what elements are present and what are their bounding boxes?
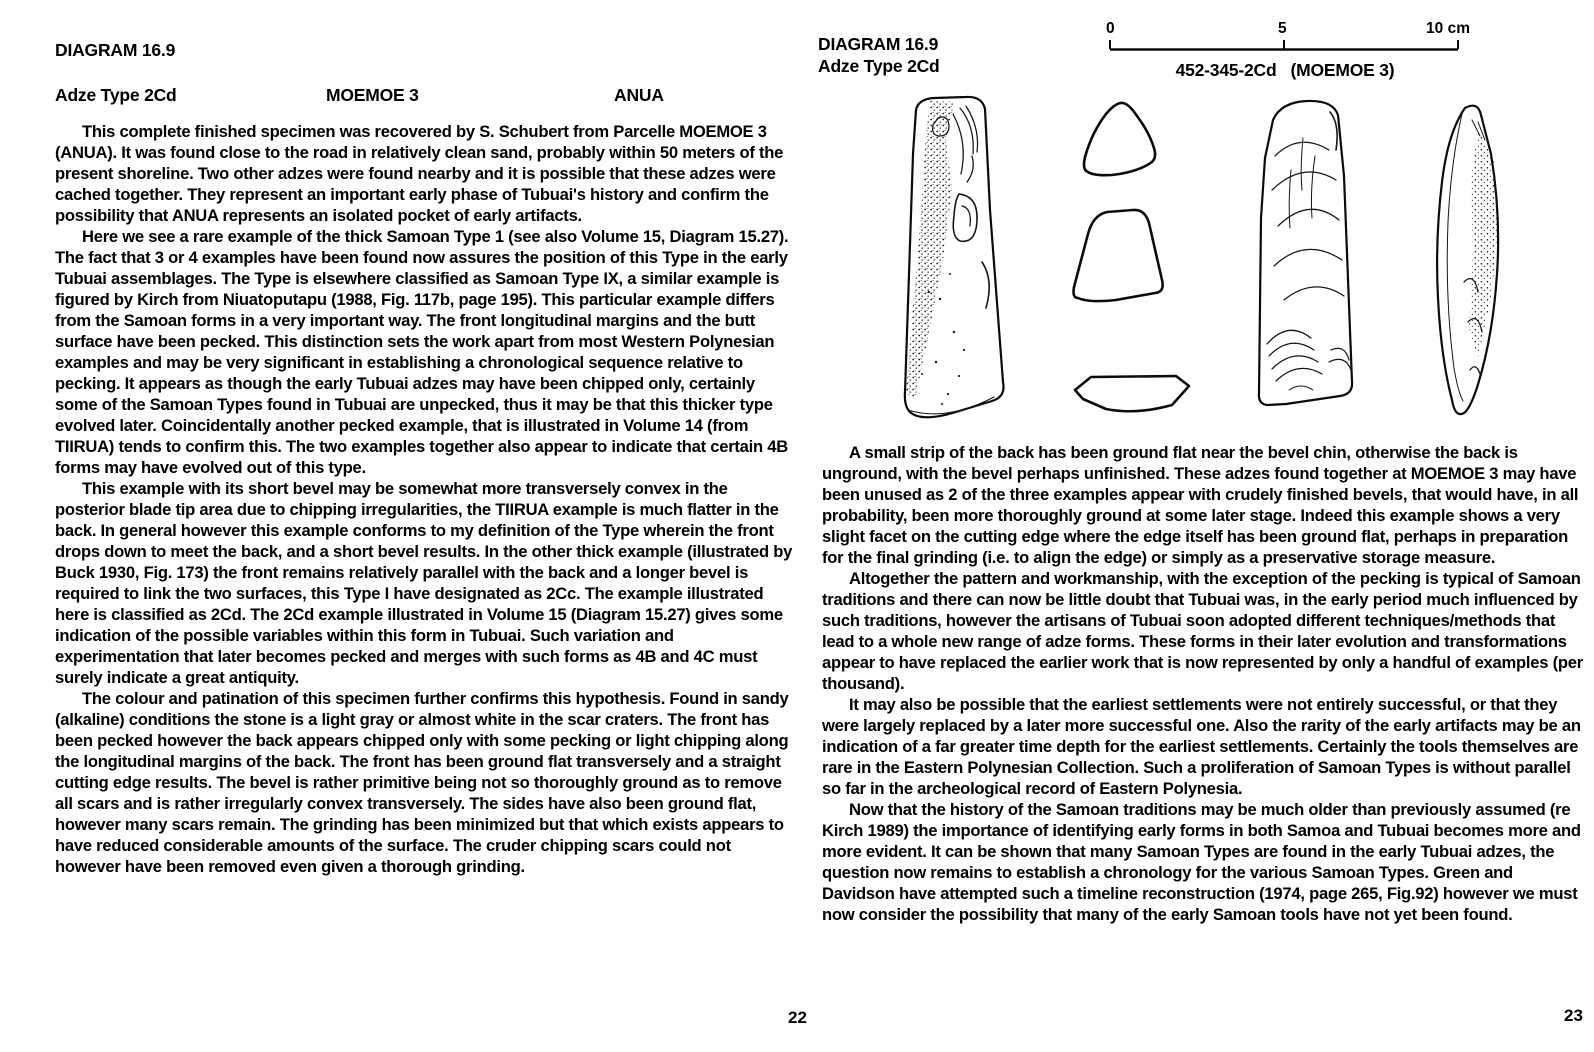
- scale-tick-10-label: 10 cm: [1426, 20, 1470, 37]
- right-body-text: [822, 442, 1588, 925]
- paragraph: A small strip of the back has been ground flat near the bevel chin, otherwise the back is unground, with the bevel perhaps unfinished. These adzes found together at MOEMOE 3 may have been unused as 2 of the three examples appear with crudely finished bevels, that would have, in all probability, been more thoroughly ground at some later stage. Indeed this example shows a very slight facet on the cutting edge where the edge itself has been ground flat, perhaps in preparation for the final grinding (i.e. to align the edge) or simply as a preservative storage measure.: [822, 443, 1579, 567]
- right-diagram-sublabel: Adze Type 2Cd: [818, 56, 940, 76]
- paragraph: This complete finished specimen was recovered by S. Schubert from Parcelle MOEMOE 3 (ANUA). It was found close to the road in relatively clean sand, probably within 50 meters of the present shoreline. Two other adzes were found nearby and it is possible that these adzes were cached together. They represent an important early phase of Tubuai's history and confirm the possibility that ANUA represents an isolated pocket of early artifacts.: [55, 122, 784, 225]
- paragraph: It may also be possible that the earliest settlements were not entirely successful, or that they were largely replaced by a later more successful one. Also the rarity of the early artifacts may be an indication of a far greater time depth for the earliest settlements. Certainly the tools themselves are rare in the Eastern Polynesian Collection. Such a proliferation of Samoan Types is without parallel so far in the archeological record of Eastern Polynesia.: [822, 695, 1581, 798]
- column-header-adze-type: Adze Type 2Cd: [55, 85, 177, 105]
- scale-tick-5-label: 5: [1278, 20, 1287, 37]
- left-body-text: [55, 121, 793, 877]
- figure-caption: 452-345-2Cd (MOEMOE 3): [1175, 60, 1395, 80]
- adze-side-profile-drawing: [1420, 100, 1522, 424]
- paragraph: Here we see a rare example of the thick Samoan Type 1 (see also Volume 15, Diagram 15.27). The fact that 3 or 4 examples have been found now assures the position of this Type in the early Tubuai assemblages. The Type is elsewhere classified as Samoan Type IX, a similar example is figured by Kirch from Niuatoputapu (1988, Fig. 117b, page 195). This particular example differs from the Samoan forms in a very important way. The front longitudinal margins and the butt surface have been pecked. This distinction sets the work apart from most Western Polynesian examples and may be very significant in establishing a chronological sequence relative to pecking. It appears as though the early Tubuai adzes may have been chipped only, certainly some of the Samoan Types found in Tubuai are unpecked, thus it may be that this thicker type evolved later. Coincidentally another pecked example, that is illustrated in Volume 14 (from TIIRUA) tends to confirm this. The two examples together also appear to indicate that certain 4B forms may have evolved out of this type.: [55, 227, 789, 477]
- left-page-number: 22: [788, 1008, 807, 1027]
- paragraph: Altogether the pattern and workmanship, with the exception of the pecking is typical of Samoan traditions and there can now be little doubt that Tubuai was, in the early period much influenced by such traditions, however the artisans of Tubuai soon adopted different techniques/methods that lead to a whole new range of adze forms. These forms in their later evolution and transformations appear to have replaced the earlier work that is now represented by only a handful of examples (per thousand).: [822, 569, 1583, 693]
- paragraph: The colour and patination of this specimen further confirms this hypothesis. Found in sandy (alkaline) conditions the stone is a light gray or almost white in the scar craters. The front has been pecked however the back appears chipped only with some pecking or light chipping along the longitudinal margins of the back. The front has been ground flat transversely and a straight cutting edge results. The bevel is rather primitive being not so thoroughly ground as to remove all scars and is rather irregularly convex transversely. The sides have also been ground flat, however many scars remain. The grinding has been minimized but that which exists appears to have reduced considerable amounts of the surface. The cruder chipping scars could not however have been removed even given a thorough grinding.: [55, 689, 789, 876]
- paragraph: Now that the history of the Samoan traditions may be much older than previously assumed (re Kirch 1989) the importance of identifying early forms in both Samoa and Tubuai becomes more and more evident. It can be shown that many Samoan Types are found in the early Tubuai adzes, the question now remains to establish a chronology for the various Samoan Types. Green and Davidson have attempted such a timeline reconstruction (1974, page 265, Fig.92) however we must now consider the possibility that many of the early Samoan tools have not yet been found.: [822, 800, 1581, 924]
- scale-bar: [1104, 20, 1470, 54]
- left-diagram-label: DIAGRAM 16.9: [55, 40, 176, 60]
- right-page-number: 23: [1564, 1006, 1583, 1025]
- adze-cross-sections-drawing: [1060, 94, 1196, 428]
- column-header-moemoe: MOEMOE 3: [326, 85, 419, 105]
- scale-bar-ruler: [1104, 38, 1464, 52]
- adze-front-view-drawing: [882, 94, 1016, 428]
- right-diagram-label: DIAGRAM 16.9: [818, 34, 939, 54]
- paragraph: This example with its short bevel may be somewhat more transversely convex in the posterior blade tip area due to chipping irregularities, the TIIRUA example is much flatter in the back. In general however this example conforms to my definition of the Type wherein the front drops down to meet the back, and a short bevel results. In the other thick example (illustrated by Buck 1930, Fig. 173) the front remains relatively parallel with the back and a longer bevel is required to link the two surfaces, this Type I have designated as 2Cc. The example illustrated here is classified as 2Cd. The 2Cd example illustrated in Volume 15 (Diagram 15.27) gives some indication of the possible variables within this form in Tubuai. Such variation and experimentation that later becomes pecked and merges with such forms as 4B and 4C must surely indicate a great antiquity.: [55, 479, 793, 687]
- scale-tick-0-label: 0: [1106, 20, 1115, 37]
- adze-back-view-drawing: [1243, 98, 1371, 420]
- right-diagram-label-block: [818, 33, 940, 77]
- column-header-anua: ANUA: [614, 85, 664, 105]
